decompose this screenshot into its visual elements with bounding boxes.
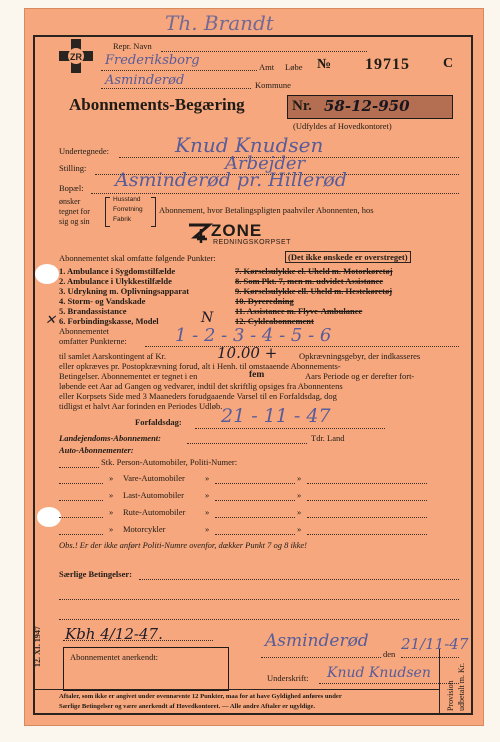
vare-qty bbox=[59, 483, 103, 484]
oensker-label-1: ønsker bbox=[59, 197, 81, 206]
loebe-label: Løbe bbox=[285, 62, 303, 72]
services-intro: Abonnementet skal omfatte følgende Punkter: bbox=[59, 253, 216, 263]
footer-rule bbox=[35, 689, 439, 690]
vare-line bbox=[215, 483, 295, 484]
stk-header: Stk. Person-Automobiler, Politi-Numer: bbox=[101, 457, 238, 467]
nr-prefix: Nr. bbox=[292, 98, 312, 114]
stamp-text: 12. XI. 1947 bbox=[33, 626, 42, 667]
last-quote-2: » bbox=[205, 490, 210, 500]
footer-line-2: Særlige Betingelser og være anerkendt af Hovedkontoret. — Alle andre Aftaler er ugyldige. bbox=[59, 703, 316, 710]
opt-fabrik: Fabrik bbox=[113, 216, 132, 223]
zone-logo-big: ZONE bbox=[211, 221, 263, 240]
auto-label: Auto-Abonnementer: bbox=[59, 445, 134, 455]
kommune-hand: Asminderød bbox=[105, 73, 185, 88]
provision-box bbox=[439, 649, 472, 713]
service-model-hand: N bbox=[201, 310, 214, 326]
motor-quote: » bbox=[109, 524, 114, 534]
place-line bbox=[261, 657, 381, 658]
amt-line bbox=[101, 70, 257, 71]
option-brace-right bbox=[151, 197, 156, 227]
services-note: (Det ikke ønskede er overstreget) bbox=[285, 251, 411, 263]
landejendom-label: Landejendoms-Abonnement: bbox=[59, 433, 162, 443]
nr-box bbox=[287, 95, 453, 119]
special-label: Særlige Betingelser: bbox=[59, 569, 132, 579]
stilling-value: Arbejder bbox=[225, 153, 306, 174]
omfatter-label-1: Abonnementet bbox=[59, 326, 110, 336]
last-line-2 bbox=[307, 500, 427, 501]
rute-quote-3: » bbox=[297, 507, 302, 517]
korps-cross-logo bbox=[59, 39, 93, 73]
abonnement-text: Abonnement, hvor Betalingspligten paahviler Abonnenten, hos bbox=[159, 205, 374, 215]
last-qty bbox=[59, 500, 103, 501]
repr-hand: Th. Brandt bbox=[165, 11, 274, 35]
terms-line-6: tidligst et halvt Aar forinden en Periodes Udløb. bbox=[59, 401, 223, 411]
vare-line-2 bbox=[307, 483, 427, 484]
service-6: 6. Forbindingskasse, Model bbox=[59, 316, 159, 326]
service-11: 11. Assistance m. Flyve-Ambulance bbox=[235, 306, 363, 316]
place-hand: Asminderød bbox=[265, 631, 369, 651]
rute-quote-2: » bbox=[205, 507, 210, 517]
last-line bbox=[215, 500, 295, 501]
rute-quote: » bbox=[109, 507, 114, 517]
forfald-label: Forfaldsdag: bbox=[135, 417, 182, 427]
motor-quote-2: » bbox=[205, 524, 210, 534]
rute-label: Rute-Automobiler bbox=[123, 507, 186, 517]
signature-line bbox=[319, 683, 459, 684]
repr-navn-label: Repr. Navn bbox=[113, 41, 152, 51]
omfatter-label-2: omfatter Punkterne: bbox=[59, 336, 127, 346]
terms-line-4: løbende eet Aar ad Gangen og vedvarer, indtil det skriftlig opsiges fra Abonnentens bbox=[59, 381, 343, 391]
forfald-line bbox=[195, 428, 385, 429]
form-title: Abonnements-Begæring bbox=[69, 95, 245, 114]
service-10: 10. Dyreredning bbox=[235, 296, 294, 306]
zone-logo-sub: REDNINGSKORPSET bbox=[213, 239, 291, 246]
loebe-number: 19715 bbox=[365, 56, 410, 73]
motor-line bbox=[215, 534, 295, 535]
signature-hand: Knud Knudsen bbox=[327, 665, 431, 681]
special-line-3 bbox=[59, 619, 459, 620]
footer-line-1: Aftaler, som ikke er angivet under ovennævnte 12 Punkter, maa for at have Gyldighed anføres under bbox=[59, 693, 342, 700]
oensker-label-3: sig og sin bbox=[59, 217, 90, 226]
approval-date-hand: Kbh 4/12-47. bbox=[65, 625, 163, 643]
landejendom-line bbox=[187, 443, 307, 444]
omfatter-line bbox=[145, 346, 459, 347]
service-1: 1. Ambulance i Sygdomstilfælde bbox=[59, 266, 176, 276]
letter-c: C bbox=[443, 56, 454, 71]
stk-line-a bbox=[59, 467, 99, 468]
den-label: den bbox=[383, 649, 396, 659]
bopael-label: Bopæl: bbox=[59, 183, 84, 193]
last-quote-3: » bbox=[297, 490, 302, 500]
bopael-value: Asminderød pr. Hillerød bbox=[115, 169, 347, 191]
terms-line-5: eller Korpsets Side med 3 Maaneders forudgaaende Varsel til en Forfaldsdag, dog bbox=[59, 391, 337, 401]
tdr-land: Tdr. Land bbox=[311, 433, 345, 443]
kommune-label: Kommune bbox=[255, 80, 291, 90]
service-12: 12. Cykleabonnement bbox=[235, 316, 314, 326]
obs-note: Obs.! Er der ikke anført Politi-Numre ovenfor, dækker Punkt 7 og 8 ikke! bbox=[59, 540, 308, 550]
service-9: 9. Kørselsulykke ell. Uheld m. Hestekøretøj bbox=[235, 286, 393, 296]
special-line-2 bbox=[59, 599, 459, 600]
underskrift-label: Underskrift: bbox=[267, 673, 309, 683]
service-2: 2. Ambulance i Ulykkestilfælde bbox=[59, 276, 172, 286]
service-5: 5. Brandassistance bbox=[59, 306, 127, 316]
terms-line-3b: Aars Periode og er derefter fort- bbox=[305, 371, 415, 381]
undertegnede-value: Knud Knudsen bbox=[175, 133, 324, 157]
terms-line-1a: til samlet Aarskontingent af Kr. bbox=[59, 351, 166, 361]
amt-label: Amt bbox=[259, 62, 275, 72]
vare-quote: » bbox=[109, 473, 114, 483]
vare-quote-3: » bbox=[297, 473, 302, 483]
omfatter-value: 1 - 2 - 3 - 4 - 5 - 6 bbox=[175, 325, 332, 346]
nr-note: (Udfyldes af Hovedkontoret) bbox=[293, 121, 392, 131]
subscription-form bbox=[24, 8, 484, 726]
terms-line-1b: Opkrævningsgebyr, der indkasseres bbox=[299, 351, 421, 361]
vare-quote-2: » bbox=[205, 473, 210, 483]
number-sign: № bbox=[317, 57, 332, 72]
stilling-label: Stilling: bbox=[59, 163, 87, 173]
oensker-label-2: tegnet for bbox=[59, 207, 90, 216]
opt-forretning: Forretning bbox=[113, 206, 143, 213]
vare-label: Vare-Automobiler bbox=[123, 473, 185, 483]
amt-hand: Frederiksborg bbox=[105, 53, 200, 68]
service-8: 8. Som Pkt. 7, men m. udvidet Assistance bbox=[235, 276, 384, 286]
motor-label: Motorcykler bbox=[123, 524, 166, 534]
last-label: Last-Automobiler bbox=[123, 490, 184, 500]
terms-fem: fem bbox=[249, 370, 265, 380]
service-4: 4. Storm- og Vandskade bbox=[59, 296, 146, 306]
rute-line-2 bbox=[307, 517, 427, 518]
form-frame bbox=[33, 35, 473, 715]
last-quote: » bbox=[109, 490, 114, 500]
date2-hand: 21/11-47 bbox=[401, 635, 469, 653]
nr-value: 58-12-950 bbox=[324, 97, 410, 115]
terms-kontingent: 10.00 + bbox=[217, 344, 278, 362]
motor-qty bbox=[59, 534, 103, 535]
forfald-value: 21 - 11 - 47 bbox=[221, 405, 331, 427]
anerkendt-label: Abonnementet anerkendt: bbox=[70, 652, 159, 662]
terms-line-3a: Betingelser. Abonnementet er tegnet i en bbox=[59, 371, 198, 381]
terms-line-2: eller opkræves pr. Postopkrævning forud, alt i Henh. til omstaaende Abonnements- bbox=[59, 361, 341, 371]
repr-navn-line bbox=[161, 51, 367, 52]
anerkendt-box bbox=[63, 647, 229, 691]
service-6-cross: ✕ bbox=[45, 313, 56, 328]
undertegnede-label: Undertegnede: bbox=[59, 146, 110, 156]
motor-line-2 bbox=[307, 534, 427, 535]
service-3: 3. Udrykning m. Oplivningsapparat bbox=[59, 286, 190, 296]
provision-label-2: udbetalt m. Kr. bbox=[457, 663, 466, 711]
rute-qty bbox=[59, 517, 103, 518]
option-brace-left bbox=[105, 197, 110, 227]
rute-line bbox=[215, 517, 295, 518]
provision-label-1: Provision bbox=[446, 680, 455, 711]
svg-text:ZR: ZR bbox=[70, 52, 82, 62]
kommune-line bbox=[101, 88, 251, 89]
service-7: 7. Kørselsulykke el. Uheld m. Motorkøretøj bbox=[235, 266, 393, 276]
special-line-1 bbox=[139, 579, 459, 580]
motor-quote-3: » bbox=[297, 524, 302, 534]
opt-husstand: Husstand bbox=[113, 196, 141, 203]
bopael-line bbox=[91, 193, 459, 194]
approval-line bbox=[63, 640, 213, 641]
